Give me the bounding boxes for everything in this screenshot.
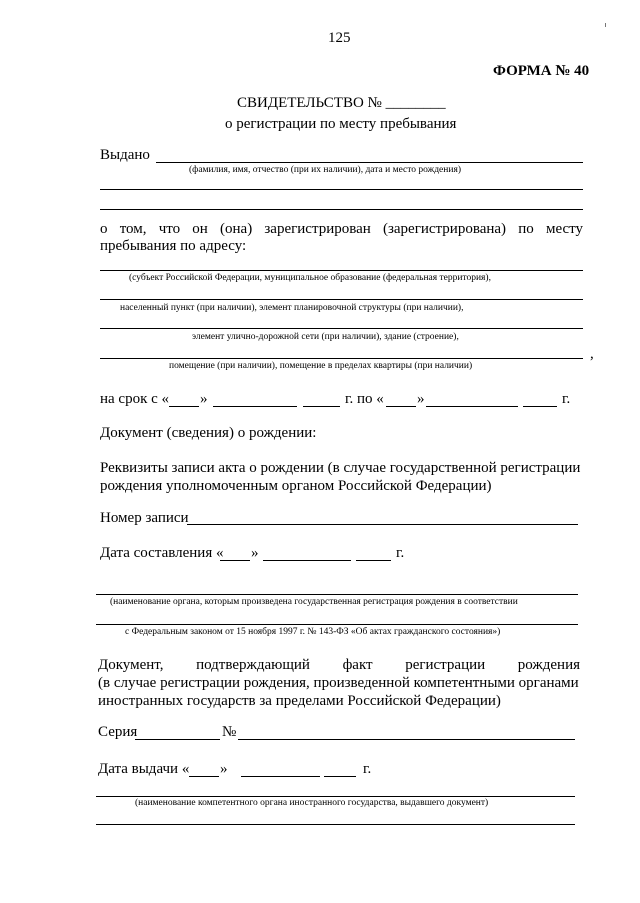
compile-day-field[interactable] — [220, 560, 250, 561]
issue-year-field[interactable] — [324, 776, 356, 777]
address-hint-4: помещение (при наличии), помещение в пределах квартиры (при наличии) — [169, 361, 473, 371]
compile-year-field[interactable] — [356, 560, 391, 561]
issue-quote-close: » — [220, 761, 228, 777]
issue-date-prefix: Дата выдачи « — [98, 761, 190, 777]
foreign-organ-line-2[interactable] — [96, 824, 575, 825]
organ-hint-2: с Федеральным законом от 15 ноября 1997 г. № 143-ФЗ «Об актах гражданского состояния») — [125, 627, 501, 637]
term-quote-close-2: » — [417, 391, 425, 407]
issue-g: г. — [363, 761, 372, 777]
organ-line-1[interactable] — [96, 594, 578, 595]
term-from-month-field[interactable] — [213, 406, 297, 407]
compile-date-prefix: Дата составления « — [100, 545, 224, 561]
term-prefix: на срок с « — [100, 391, 170, 407]
number-field[interactable] — [238, 739, 575, 740]
confirm-doc-line-2: (в случае регистрации рождения, произведенной компетентными органами — [98, 675, 579, 691]
issue-day-field[interactable] — [189, 776, 219, 777]
address-trailing-comma: , — [590, 346, 594, 362]
issued-extra-line-2[interactable] — [100, 209, 583, 210]
page-number: 125 — [328, 30, 351, 46]
term-from-day-field[interactable] — [169, 406, 199, 407]
organ-hint-1: (наименование органа, которым произведена государственная регистрация рождения в соответствии — [110, 597, 518, 607]
foreign-organ-line-1[interactable] — [96, 796, 575, 797]
document-subtitle: о регистрации по месту пребывания — [225, 116, 457, 132]
address-hint-2: населенный пункт (при наличии), элемент планировочной структуры (при наличии), — [120, 303, 464, 313]
series-label: Серия — [98, 724, 138, 740]
birth-doc-heading: Документ (сведения) о рождении: — [100, 425, 317, 441]
address-line-2[interactable] — [100, 299, 583, 300]
term-to-day-field[interactable] — [386, 406, 416, 407]
term-g-to: г. по « — [345, 391, 384, 407]
issued-name-line[interactable] — [156, 162, 583, 163]
compile-quote-close: » — [251, 545, 259, 561]
organ-line-2[interactable] — [96, 624, 578, 625]
confirm-doc-line-3: иностранных государств за пределами Российской Федерации) — [98, 693, 501, 709]
confirm-doc-line-1: Документ, подтверждающий факт регистрации рождения — [98, 657, 580, 673]
series-field[interactable] — [135, 739, 220, 740]
address-hint-1: (субъект Российской Федерации, муниципальное образование (федеральная территория), — [129, 273, 491, 283]
term-to-month-field[interactable] — [426, 406, 518, 407]
act-record-line-1: Реквизиты записи акта о рождении (в случае государственной регистрации — [100, 460, 581, 476]
issued-extra-line-1[interactable] — [100, 189, 583, 190]
compile-g: г. — [396, 545, 405, 561]
term-g-end: г. — [562, 391, 571, 407]
record-number-field[interactable] — [187, 524, 578, 525]
document-title: СВИДЕТЕЛЬСТВО № ________ — [237, 95, 446, 111]
address-hint-3: элемент улично-дорожной сети (при наличии), здание (строение), — [192, 332, 459, 342]
term-to-year-field[interactable] — [523, 406, 557, 407]
act-record-line-2: рождения уполномоченным органом Российской Федерации) — [100, 478, 492, 494]
term-from-year-field[interactable] — [303, 406, 340, 407]
issued-hint: (фамилия, имя, отчество (при их наличии), дата и место рождения) — [189, 165, 461, 175]
issue-month-field[interactable] — [241, 776, 320, 777]
registered-text-line-1: о том, что он (она) зарегистрирован (зарегистрирована) по месту — [100, 221, 583, 237]
registered-text-line-2: пребывания по адресу: — [100, 238, 247, 254]
compile-month-field[interactable] — [263, 560, 351, 561]
form-label: ФОРМА № 40 — [493, 63, 590, 79]
address-line-4[interactable] — [100, 358, 583, 359]
address-line-1[interactable] — [100, 270, 583, 271]
term-quote-close-1: » — [200, 391, 208, 407]
scan-mark — [605, 23, 606, 27]
issued-label: Выдано — [100, 147, 150, 163]
record-number-label: Номер записи — [100, 510, 189, 526]
number-sign: № — [222, 724, 237, 740]
foreign-organ-hint: (наименование компетентного органа иностранного государства, выдавшего документ) — [135, 798, 489, 808]
address-line-3[interactable] — [100, 328, 583, 329]
